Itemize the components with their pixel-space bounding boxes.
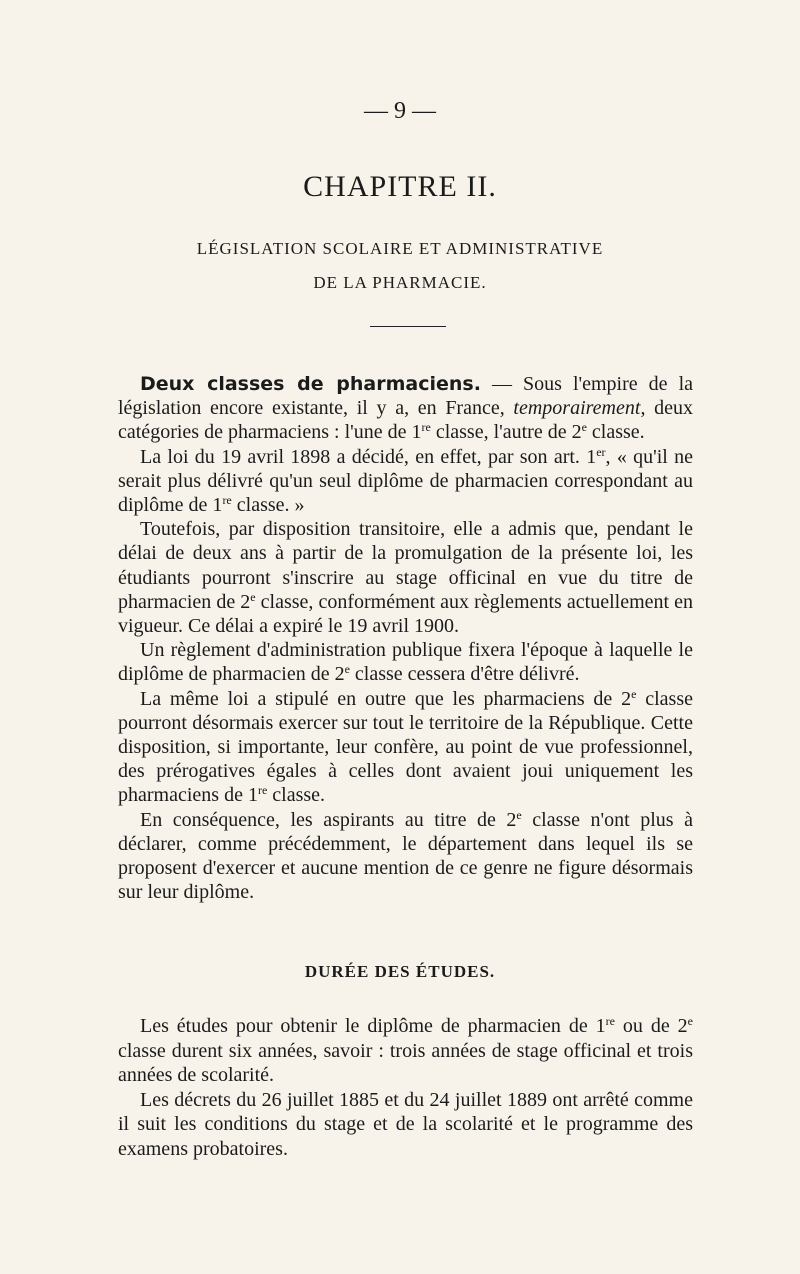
chapter-subtitle: [0, 232, 800, 300]
paragraph: En conséquence, les aspirants au titre de 2e classe n'ont plus à déclarer, comme précédemment, le département dans lequel ils se proposent d'exercer et aucune mention de ce genre ne figure désormais sur leur diplôme.: [118, 807, 694, 904]
section-duree-des-etudes: [118, 1014, 693, 1161]
chapter-subtitle-line-2: DE LA PHARMACIE.: [313, 273, 487, 292]
paragraph: Toutefois, par disposition transitoire, elle a admis que, pendant le délai de deux ans à partir de la promulgation de la présente loi, les étudiants pourront s'inscrire au stage officinal en vue du titre de pharmacien de 2e classe, conformément aux règlements actuellement en vigueur. Ce délai a expiré le 19 avril 1900.: [118, 518, 693, 638]
chapter-heading: CHAPITRE II.: [303, 170, 497, 203]
chapter-subtitle-line-1: LÉGISLATION SCOLAIRE ET ADMINISTRATIVE: [196, 239, 604, 258]
paragraph: Les études pour obtenir le diplôme de pharmacien de 1re ou de 2e classe durent six années, savoir : trois années de stage officinal et trois années de scolarité.: [118, 1014, 693, 1086]
section-divider: [370, 326, 446, 327]
paragraph: La loi du 19 avril 1898 a décidé, en effet, par son art. 1er, « qu'il ne serait plus délivré qu'un seul diplôme de pharmacien correspondant au diplôme de 1re classe. »: [118, 444, 694, 517]
paragraph: Deux classes de pharmaciens. — Sous l'empire de la législation encore existante, il y a, en France, temporairement, deux catégories de pharmaciens : l'une de 1re classe, l'autre de 2e classe.: [118, 373, 693, 444]
paragraph: Les décrets du 26 juillet 1885 et du 24 juillet 1889 ont arrêté comme il suit les conditions du stage et de la scolarité et le programme des examens probatoires.: [118, 1088, 693, 1160]
section-deux-classes: [118, 372, 693, 904]
paragraph: Un règlement d'administration publique fixera l'époque à laquelle le diplôme de pharmacien de 2e classe cessera d'être délivré.: [118, 639, 693, 686]
paragraph: La même loi a stipulé en outre que les pharmaciens de 2e classe pourront désormais exercer sur tout le territoire de la République. Cette disposition, si importante, leur confère, au point de vue professionnel, des prérogatives égales à celles dont avaient joui uniquement les pharmaciens de 1re classe.: [118, 686, 693, 807]
page-number: — 9 —: [364, 98, 436, 124]
run-in-heading: Deux classes de pharmaciens.: [140, 373, 481, 395]
emphasis: temporairement: [513, 397, 641, 420]
section-heading: DURÉE DES ÉTUDES.: [304, 962, 496, 981]
